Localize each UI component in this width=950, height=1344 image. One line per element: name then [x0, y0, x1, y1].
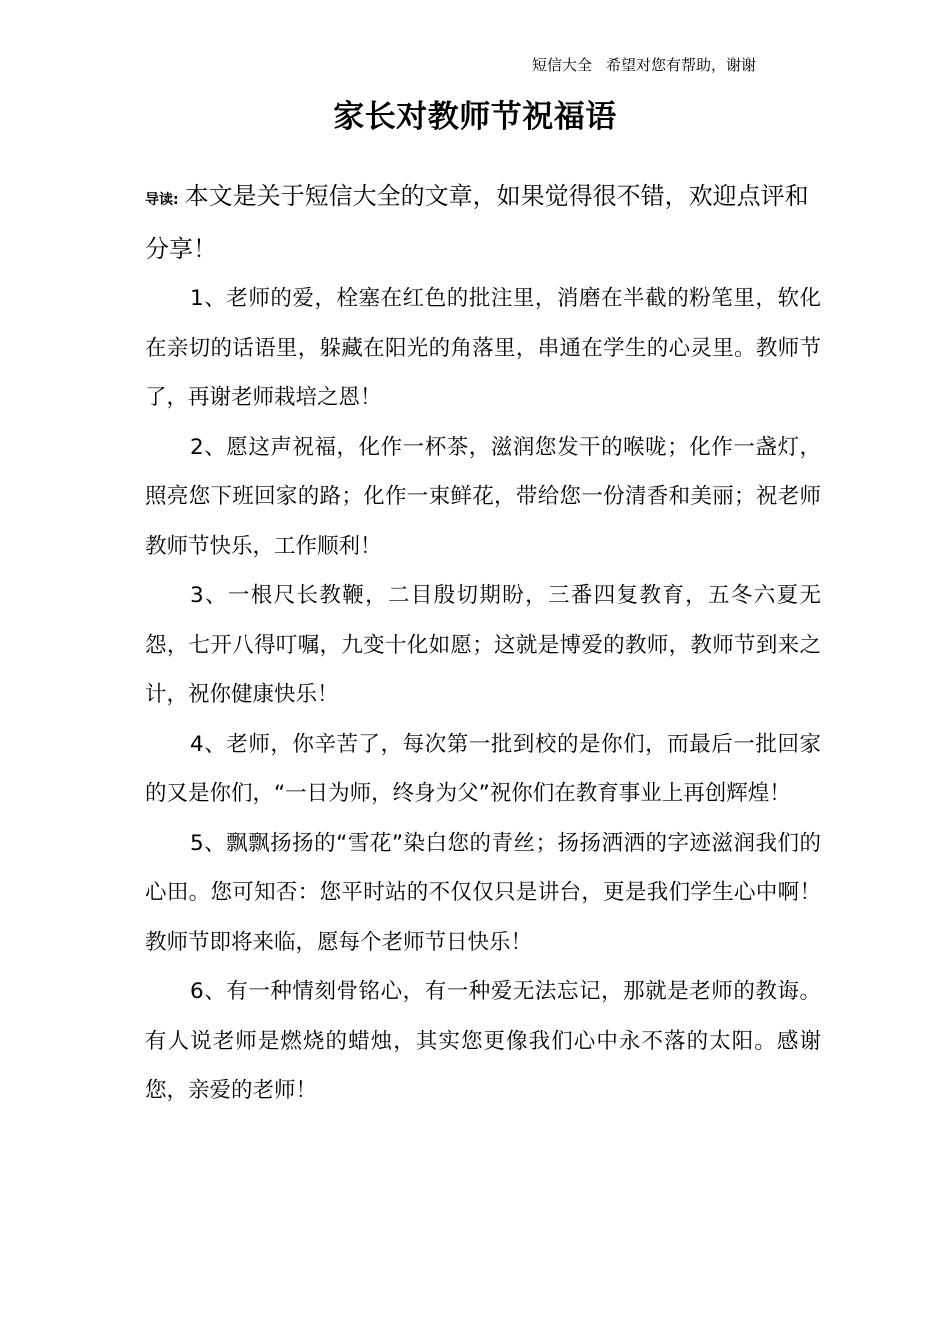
- article-body: [145, 172, 821, 1116]
- header-note: [532, 54, 756, 76]
- greeting-paragraph-3: 3、一根尺长教鞭，二目殷切期盼，三番四复教育，五冬六夏无怨，七开八得叮嘱，九变十化如愿；这就是博爱的教师，教师节到来之计，祝你健康快乐！: [145, 583, 821, 707]
- header-message: 希望对您有帮助，谢谢: [605, 56, 756, 74]
- greeting-paragraph-1: 1、老师的爱，栓塞在红色的批注里，消磨在半截的粉笔里，软化在亲切的话语里，躲藏在阳光的角落里，串通在学生的心灵里。教师节了，再谢老师栽培之恩！: [145, 286, 821, 410]
- greeting-paragraph-5: 5、飘飘扬扬的“雪花”染白您的青丝；扬扬洒洒的字迹滋润我们的心田。您可知否：您平时站的不仅仅只是讲台，更是我们学生心中啊！教师节即将来临，愿每个老师节日快乐！: [145, 830, 821, 955]
- greeting-paragraph-4: 4、老师，你辛苦了，每次第一批到校的是你们，而最后一批回家的又是你们，“一日为师，终身为父”祝你们在教育事业上再创辉煌！: [145, 731, 821, 806]
- intro-text: 本文是关于短信大全的文章，如果觉得很不错，欢迎点评和分享！: [145, 182, 809, 263]
- greeting-paragraph-6: 6、有一种情刻骨铭心，有一种爱无法忘记，那就是老师的教诲。有人说老师是燃烧的蜡烛，其实您更像我们心中永不落的太阳。感谢您，亲爱的老师！: [145, 979, 821, 1103]
- intro-paragraph: [145, 172, 821, 274]
- page-title: 家长对教师节祝福语: [333, 99, 617, 135]
- greeting-paragraph-2: 2、愿这声祝福，化作一杯茶，滋润您发干的喉咙；化作一盏灯，照亮您下班回家的路；化作一束鲜花，带给您一份清香和美丽；祝老师教师节快乐，工作顺利！: [145, 434, 821, 559]
- intro-label: 导读:: [145, 192, 179, 208]
- header-source: 短信大全: [531, 56, 592, 74]
